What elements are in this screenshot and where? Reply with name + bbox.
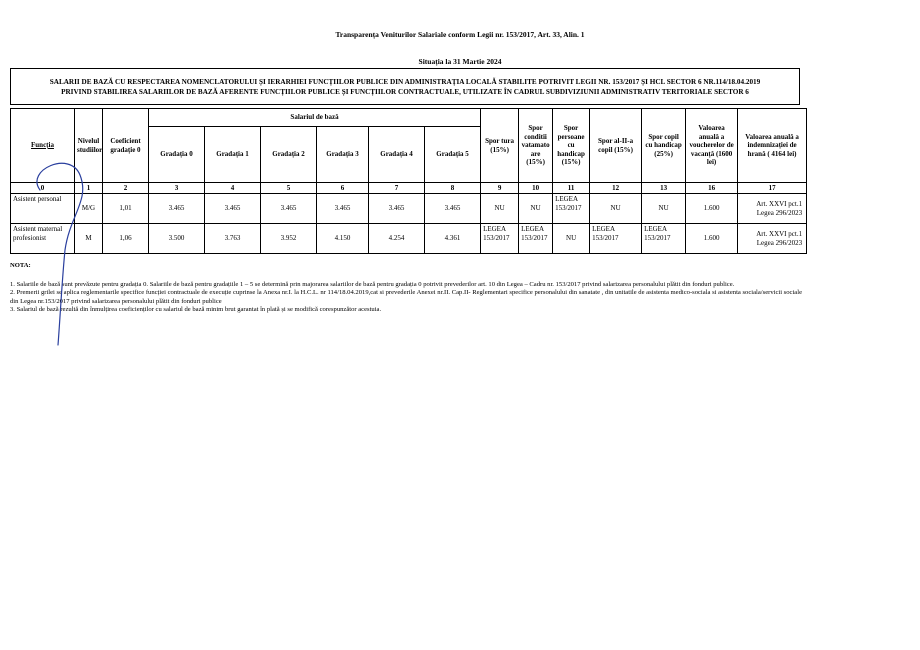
cell-gradatia: 3.465	[205, 194, 261, 224]
cell-gradatia: 4.150	[317, 224, 369, 254]
heading-line-2: PRIVIND STABILIREA SALARIILOR DE BAZĂ AFERENTE FUNCȚIILOR PUBLICE ȘI FUNCȚIILOR CONTRACTUALE, UTILIZATE ÎN CADRUL SUBDIVIZIUNII ADMINISTRATIV TERITORIALE SECTOR 6	[61, 88, 749, 96]
index-cell: 1	[75, 183, 103, 194]
cell-gradatia: 3.465	[317, 194, 369, 224]
header-spor-copil-handicap: Spor copil cu handicap (25%)	[642, 109, 686, 183]
cell-spor-copil: NU	[590, 194, 642, 224]
cell-gradatia: 4.361	[425, 224, 481, 254]
notes-heading: NOTA:	[10, 262, 31, 269]
header-gradatia: Gradația 0	[149, 127, 205, 183]
document-title: Transparența Veniturilor Salariale conform Legii nr. 153/2017, Art. 33, Alin. 1	[335, 30, 585, 39]
header-spor-conditii: Spor conditii vatamato are (15%)	[519, 109, 553, 183]
header-gradatia: Gradația 1	[205, 127, 261, 183]
header-functia: Funcția	[11, 109, 75, 183]
table-row	[11, 224, 807, 254]
salary-table	[10, 108, 807, 254]
cell-nivel: M	[75, 224, 103, 254]
document-subtitle: Situația la 31 Martie 2024	[418, 57, 502, 66]
index-cell: 0	[11, 183, 75, 194]
index-cell: 6	[317, 183, 369, 194]
header-spor-copil: Spor al-II-a copil (15%)	[590, 109, 642, 183]
index-cell: 3	[149, 183, 205, 194]
cell-functia: Asistent maternal profesionist	[11, 224, 75, 254]
cell-spor-copil-handicap: NU	[642, 194, 686, 224]
index-cell: 9	[481, 183, 519, 194]
cell-gradatia: 3.465	[425, 194, 481, 224]
index-cell: 4	[205, 183, 261, 194]
table-heading	[10, 68, 800, 105]
header-gradatia: Gradația 5	[425, 127, 481, 183]
cell-gradatia: 3.763	[205, 224, 261, 254]
header-gradatia: Gradația 2	[261, 127, 317, 183]
index-cell: 11	[553, 183, 590, 194]
cell-spor-tura: LEGEA 153/2017	[481, 224, 519, 254]
header-spor-tura: Spor tura (15%)	[481, 109, 519, 183]
cell-spor-persoane: NU	[553, 224, 590, 254]
note-item: 2. Premerii grilei se aplica reglementarile specifice funcției contractuale de execuție cuprinse la Anexa nr.I. la H.C.L. nr 114/18.04.2019,cat si prevederile Anexei nr.II. Cap.II- Reglementari specifice personalului din sanatate , din unitatile de asistenta medico-sociala si asistenta sociala/servicii sociale din Legea nr.153/2017 privind salarizarea personalului plătit din fonduri publice	[10, 289, 802, 305]
cell-spor-conditii: LEGEA 153/2017	[519, 224, 553, 254]
cell-functia: Asistent personal	[11, 194, 75, 224]
index-cell: 5	[261, 183, 317, 194]
note-item: 3. Salariul de bază rezultă din înmulțirea coeficienților cu salariul de bază minim brut garantat în plată și se modifică corespunzător acestuia.	[10, 306, 382, 314]
cell-gradatia: 4.254	[369, 224, 425, 254]
header-vouchere: Valoarea anuală a voucherelor de vacanță (1600 lei)	[686, 109, 738, 183]
header-gradatia: Gradația 4	[369, 127, 425, 183]
header-salariul: Salariul de bază	[149, 109, 481, 127]
index-cell: 7	[369, 183, 425, 194]
header-coeficient: Coeficient gradație 0	[103, 109, 149, 183]
header-nivel: Nivelul studiilor	[75, 109, 103, 183]
index-cell: 10	[519, 183, 553, 194]
index-cell: 16	[686, 183, 738, 194]
index-row	[11, 183, 807, 194]
index-cell: 17	[738, 183, 807, 194]
cell-gradatia: 3.465	[149, 194, 205, 224]
cell-gradatia: 3.500	[149, 224, 205, 254]
cell-hrana: Art. XXVI pct.1 Legea 296/2023	[738, 194, 807, 224]
cell-coef: 1,01	[103, 194, 149, 224]
note-item: 1. Salariile de bază sunt prevăzute pentru gradația 0. Salariile de bază pentru gradațiile 1 – 5 se determină prin majorarea salariilor de bază pentru gradația 0 potrivit prevederilor art. 10 din Legea – Cadru nr. 153/2017 privind salarizarea personalului plătit din fonduri publice.	[10, 280, 735, 288]
cell-gradatia: 3.952	[261, 224, 317, 254]
notes-section	[10, 262, 810, 315]
cell-gradatia: 3.465	[261, 194, 317, 224]
table-row	[11, 194, 807, 224]
index-cell: 2	[103, 183, 149, 194]
cell-gradatia: 3.465	[369, 194, 425, 224]
cell-spor-conditii: NU	[519, 194, 553, 224]
cell-vouchere: 1.600	[686, 194, 738, 224]
header-spor-persoane: Spor persoane cu handicap (15%)	[553, 109, 590, 183]
cell-nivel: M/G	[75, 194, 103, 224]
cell-spor-copil-handicap: LEGEA 153/2017	[642, 224, 686, 254]
cell-vouchere: 1.600	[686, 224, 738, 254]
cell-coef: 1,06	[103, 224, 149, 254]
header-hrana: Valoarea anuală a indemnizației de hrană ( 4164 lei)	[738, 109, 807, 183]
header-gradatia: Gradația 3	[317, 127, 369, 183]
heading-line-1: SALARII DE BAZĂ CU RESPECTAREA NOMENCLATORULUI ȘI IERARHIEI FUNCȚIILOR PUBLICE DIN ADMINISTRAȚIA LOCALĂ STABILITE POTRIVIT LEGII NR. 153/2017 ȘI HCL SECTOR 6 NR.114/18.04.2019	[49, 78, 761, 86]
cell-hrana: Art. XXVI pct.1 Legea 296/2023	[738, 224, 807, 254]
cell-spor-persoane: LEGEA 153/2017	[553, 194, 590, 224]
cell-spor-tura: NU	[481, 194, 519, 224]
index-cell: 13	[642, 183, 686, 194]
cell-spor-copil: LEGEA 153/2017	[590, 224, 642, 254]
index-cell: 12	[590, 183, 642, 194]
index-cell: 8	[425, 183, 481, 194]
